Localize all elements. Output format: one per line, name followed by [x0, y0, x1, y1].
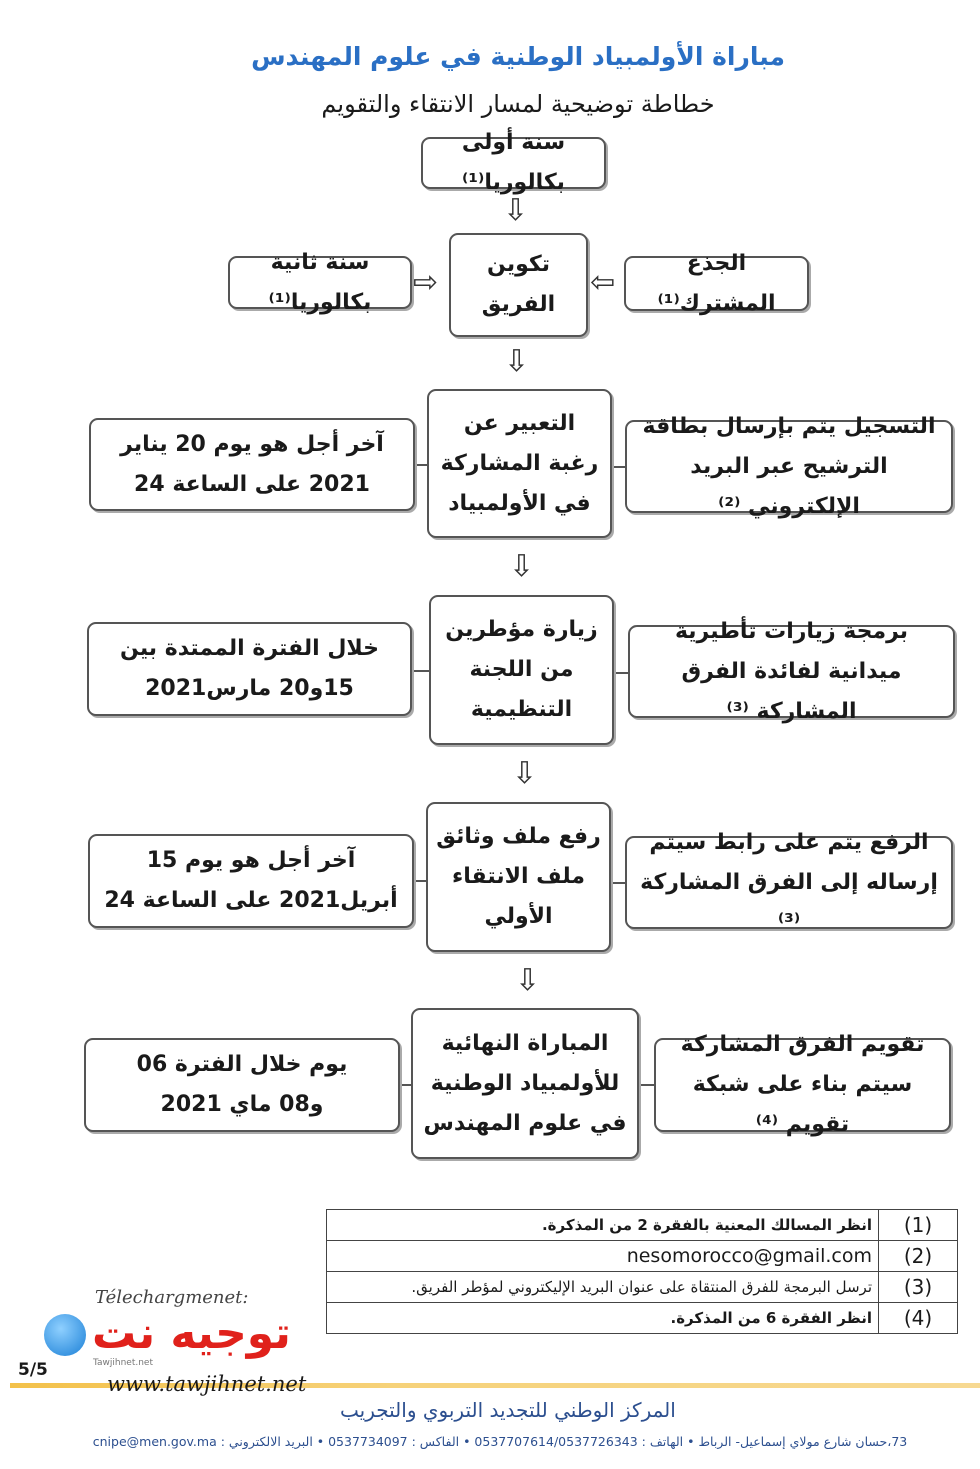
box-second-year: سنة ثانية بكالوريا⁽¹⁾: [228, 256, 412, 309]
arrow-down-icon: ⇩: [509, 549, 535, 584]
arrow-left-icon: ⇦: [590, 265, 616, 300]
arrow-down-icon: ⇩: [515, 963, 541, 998]
footnote-number: (1): [879, 1210, 958, 1241]
box-evaluation: تقويم الفرق المشاركة سيتم بناء على شبكة تقويم ⁽⁴⁾: [654, 1038, 951, 1132]
box-period-visit: خلال الفترة الممتدة بين 15و20 مارس2021: [87, 622, 412, 716]
footnote-number: (4): [879, 1303, 958, 1334]
globe-logo-icon: [44, 1314, 86, 1356]
footnote-text: ترسل البرمجة للفرق المنتقاة على عنوان البريد الإليكتروني لمؤطر الفريق.: [327, 1272, 879, 1303]
box-upload-file: رفع ملف وثائق ملف الانتقاء الأولي: [426, 802, 611, 952]
footer-org: المركز الوطني للتجديد التربوي والتجريب: [340, 1398, 676, 1422]
watermark-small: Tawjihnet.net: [93, 1358, 153, 1368]
footnote-email: nesomorocco@gmail.com: [327, 1241, 879, 1272]
box-common-core: الجذع المشترك⁽¹⁾: [624, 256, 809, 311]
arrow-down-icon: ⇩: [504, 344, 530, 379]
connector: [414, 670, 429, 672]
page-title: مباراة الأولمبياد الوطنية في علوم المهندس: [251, 42, 785, 71]
connector: [416, 880, 426, 882]
box-express-interest: التعبير عن رغبة المشاركة في الأولمبياد: [427, 389, 612, 538]
footnote-number: (2): [879, 1241, 958, 1272]
watermark-site: www.tawjihnet.net: [107, 1372, 307, 1396]
footer-address: 73،حسان شارع مولاي إسماعيل- الرباط • الهاتف : 0537707614/0537726343 • الفاكس : 0537734097 • البريد الالكتروني : cnipe@men.gov.ma: [92, 1434, 908, 1449]
connector: [417, 464, 427, 466]
connector: [616, 672, 628, 674]
box-team-formation: تكوين الفريق: [449, 233, 588, 337]
connector: [402, 1084, 411, 1086]
footnotes-table: [326, 1209, 958, 1334]
arrow-right-icon: ⇨: [413, 265, 439, 300]
connector: [613, 882, 625, 884]
box-deadline-1: آخر أجل هو يوم 20 يناير 2021 على الساعة 24: [89, 418, 415, 511]
box-deadline-3: آخر أجل هو يوم 15 أبريل2021 على الساعة 24: [88, 834, 414, 928]
box-visit-schedule: برمجة زيارات تأطيرية ميدانية لفائدة الفرق المشاركة ⁽³⁾: [628, 625, 955, 718]
box-upload-link: الرفع يتم على رابط سيتم إرساله إلى الفرق المشاركة ⁽³⁾: [625, 836, 953, 929]
box-registration: التسجيل يتم بإرسال بطاقة الترشيح عبر البريد الإلكتروني ⁽²⁾: [625, 420, 953, 513]
footnote-text: انظر الفقرة 6 من المذكرة.: [327, 1303, 879, 1334]
watermark-logo: توجيه نت: [92, 1308, 291, 1359]
box-first-year: سنة أولى بكالوريا⁽¹⁾: [421, 137, 606, 189]
arrow-down-icon: ⇩: [512, 756, 538, 791]
footnote-row: [327, 1303, 958, 1334]
page-subtitle: خطاطة توضيحية لمسار الانتقاء والتقويم: [321, 90, 715, 118]
watermark-label: Télechargmenet:: [95, 1287, 249, 1308]
box-committee-visit: زيارة مؤطرين من اللجنة التنظيمية: [429, 595, 614, 745]
arrow-down-icon: ⇩: [503, 193, 529, 228]
footnote-number: (3): [879, 1272, 958, 1303]
page-number: 5/5: [18, 1360, 48, 1380]
connector: [614, 466, 625, 468]
box-final-date: يوم خلال الفترة 06 و08 ماي 2021: [84, 1038, 400, 1132]
connector: [641, 1084, 654, 1086]
footnote-text: انظر المسالك المعنية بالفقرة 2 من المذكرة.: [327, 1210, 879, 1241]
box-final: المباراة النهائية للأولمبياد الوطنية في علوم المهندس: [411, 1008, 639, 1159]
footnote-row: [327, 1241, 958, 1272]
footnote-row: [327, 1272, 958, 1303]
footnote-row: [327, 1210, 958, 1241]
